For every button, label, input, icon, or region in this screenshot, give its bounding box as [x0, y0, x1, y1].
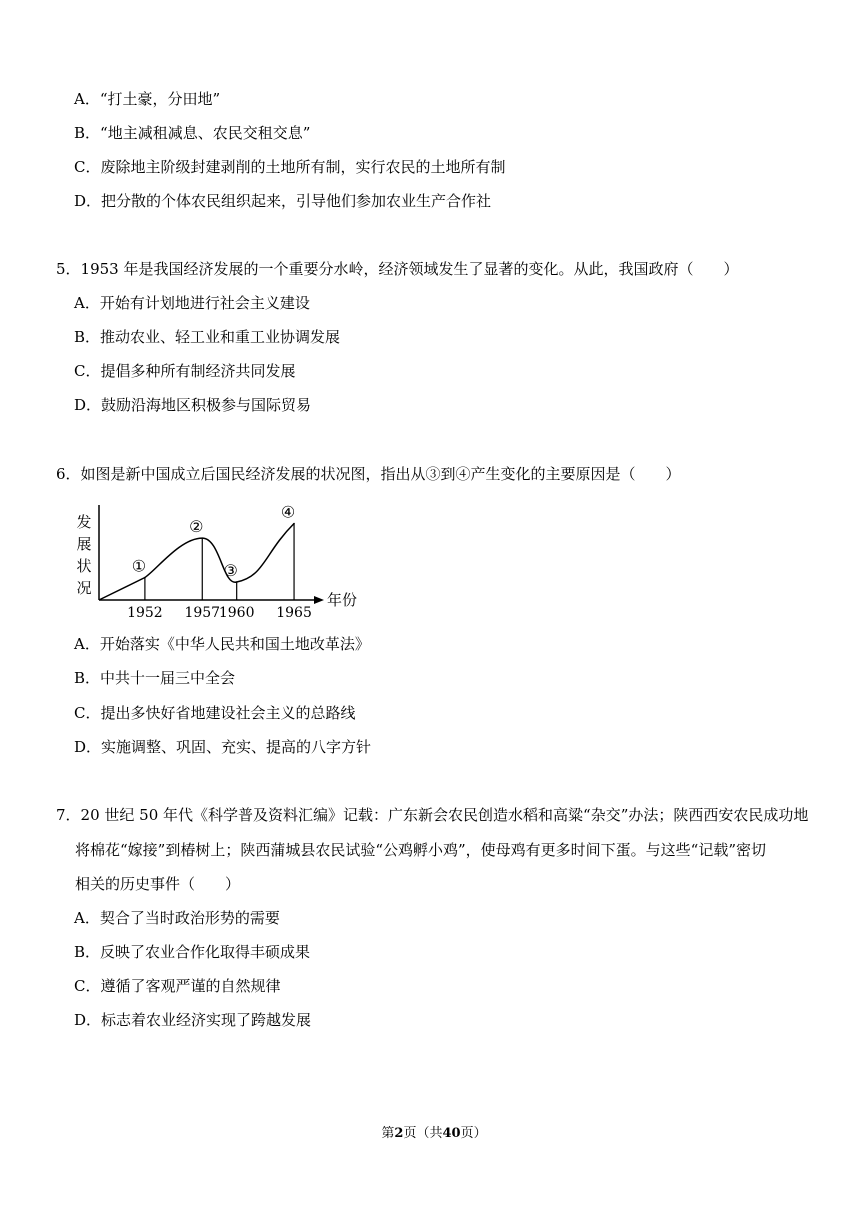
chart-point-label: ② — [189, 517, 204, 537]
q7-option-c: C．遵循了客观严谨的自然规律 — [74, 977, 281, 995]
footer-page-number: 2 — [394, 1126, 404, 1141]
svg-text:展: 展 — [76, 535, 92, 553]
q5-option-b: B．推动农业、轻工业和重工业协调发展 — [74, 328, 341, 346]
svg-text:况: 况 — [76, 579, 92, 597]
q5-option-a: A．开始有计划地进行社会主义建设 — [74, 294, 310, 312]
q4-option-a: A．“打土豪，分田地” — [74, 90, 221, 108]
footer-suffix: 页） — [460, 1126, 487, 1141]
chart-x-tick-label: 1952 — [127, 605, 163, 621]
q6-option-b: B．中共十一届三中全会 — [74, 669, 236, 687]
chart-data-point — [144, 577, 146, 579]
chart-x-tick-label: 1957 — [184, 605, 221, 621]
chart-xlabel: 年份 — [327, 591, 358, 609]
footer-prefix: 第 — [381, 1126, 395, 1141]
svg-text:状: 状 — [76, 557, 92, 575]
chart-data-point — [201, 537, 203, 539]
chart-point-label: ① — [131, 556, 147, 576]
page-footer — [0, 1122, 868, 1141]
q7-option-b: B．反映了农业合作化取得丰硕成果 — [74, 943, 311, 961]
q4-option-d: D．把分散的个体农民组织起来，引导他们参加农业生产合作社 — [74, 192, 492, 210]
q7-stem-line-3: 相关的历史事件（ ） — [75, 875, 241, 893]
chart-data-point — [293, 523, 295, 525]
chart-x-arrow — [314, 596, 324, 604]
q6-stem: 6．如图是新中国成立后国民经济发展的状况图，指出从③到④产生变化的主要原因是（ ） — [56, 465, 681, 483]
chart-data-point — [236, 581, 238, 583]
chart-ylabel — [76, 513, 91, 597]
q5-option-d: D．鼓励沿海地区积极参与国际贸易 — [74, 396, 312, 414]
footer-total-pages: 40 — [442, 1126, 461, 1141]
chart-x-tick-label: 1960 — [218, 605, 255, 621]
q4-option-c: C．废除地主阶级封建剥削的土地所有制，实行农民的土地所有制 — [74, 158, 506, 176]
q4-option-b: B．“地主减租减息、农民交租交息” — [74, 124, 311, 142]
economy-chart — [72, 505, 372, 625]
q7-stem-line-1: 7．20 世纪 50 年代《科学普及资料汇编》记载：广东新会农民创造水稻和高粱“杂交”办法；陕西西安农民成功地 — [56, 806, 809, 824]
q5-stem: 5．1953 年是我国经济发展的一个重要分水岭，经济领域发生了显著的变化。从此，我国政府（ ） — [56, 260, 739, 278]
q7-stem-line-2: 将棉花“嫁接”到椿树上；陕西蒲城县农民试验“公鸡孵小鸡”，使母鸡有更多时间下蛋。与这些“记载”密切 — [75, 841, 767, 859]
q7-option-d: D．标志着农业经济实现了跨越发展 — [74, 1011, 312, 1029]
q5-option-c: C．提倡多种所有制经济共同发展 — [74, 362, 296, 380]
q6-option-a: A．开始落实《中华人民共和国土地改革法》 — [74, 635, 370, 653]
footer-mid: 页（共 — [403, 1126, 443, 1141]
chart-x-tick-label: 1965 — [276, 605, 312, 621]
chart-point-label: ③ — [223, 561, 238, 580]
q7-option-a: A．契合了当时政治形势的需要 — [74, 909, 280, 927]
q6-option-d: D．实施调整、巩固、充实、提高的八字方针 — [74, 738, 372, 756]
q6-option-c: C．提出多快好省地建设社会主义的总路线 — [74, 704, 356, 722]
svg-text:发: 发 — [76, 513, 92, 531]
chart-point-label: ④ — [280, 505, 296, 522]
